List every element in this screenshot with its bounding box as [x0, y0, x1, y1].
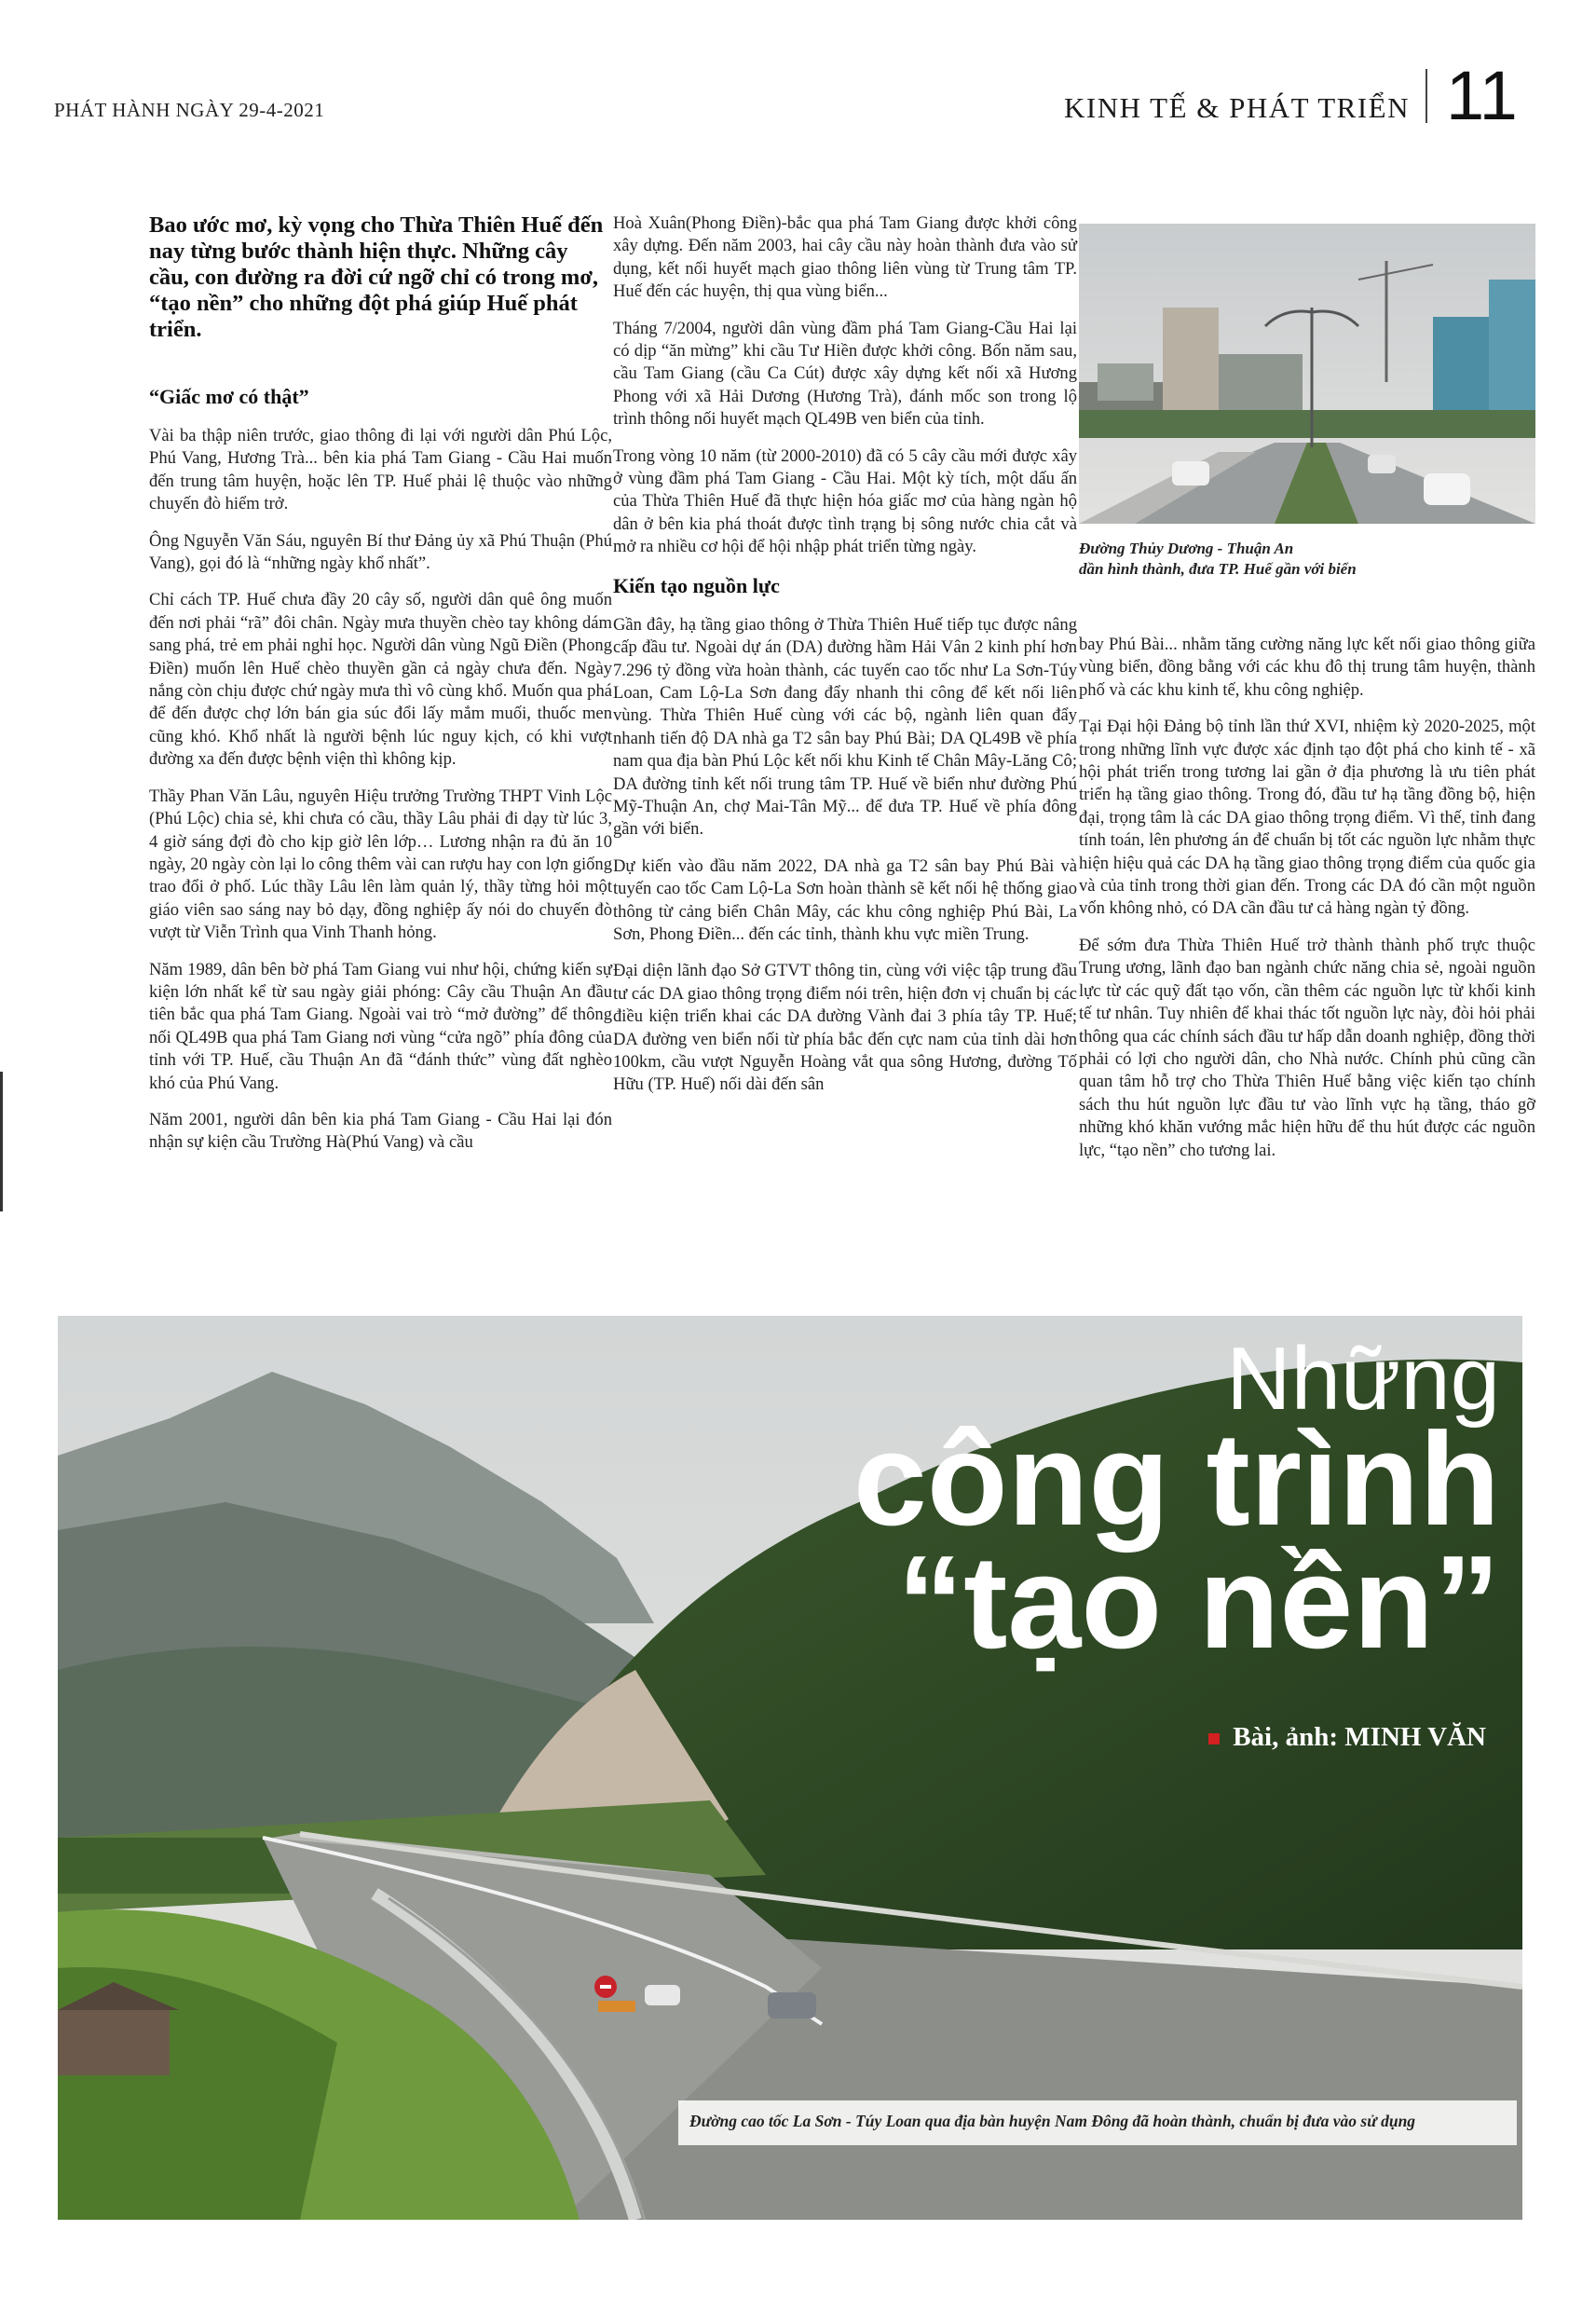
paragraph: bay Phú Bài... nhằm tăng cường năng lực kết nối giao thông giữa vùng biển, đồng bằng với các khu đô thị trung tâm huyện, thành phố và các khu kinh tế, khu công nghiệp.: [1079, 635, 1535, 700]
paragraph: Tháng 7/2004, người dân vùng đầm phá Tam Giang-Cầu Hai lại có dịp “ăn mừng” khi cầu Tư Hiền được khởi công. Bốn năm sau, cầu Tam Giang (cầu Ca Cút) được xây dựng kết nối xã Hương Phong với xã Hải Dương (Hương Trà), đánh mốc son trong lộ trình thông nối huyết mạch QL49B ven biển của tỉnh.: [613, 318, 1077, 430]
paragraph: Dự kiến vào đầu năm 2022, DA nhà ga T2 sân bay Phú Bài và tuyến cao tốc Cam Lộ-La Sơn hoàn thành sẽ kết nối hệ thống giao thông từ cảng biển Chân Mây, các khu công nghiệp Phú Bài, La Sơn, Phong Điền... đến các tỉnh, thành khu vực miền Trung.: [613, 855, 1077, 944]
paragraph: Năm 2001, người dân bên kia phá Tam Giang - Cầu Hai lại đón nhận sự kiện cầu Trường Hà(Phú Vang) và cầu: [149, 1109, 612, 1153]
paragraph: Tại Đại hội Đảng bộ tỉnh lần thứ XVI, nhiệm kỳ 2020-2025, một trong những lĩnh vực được xác định tạo đột phá cho kinh tế - xã hội phát triển trong tương lai gần ở địa phương là ưu tiên phát triển hạ tầng giao thông. Trong đó, đầu tư hạ tầng đồng bộ, hiện đại, trọng tâm là các DA giao thông trọng điểm. Vì thế, tỉnh đang tính toán, lên phương án để chuẩn bị tốt các nguồn lực nhằm thực hiện hiệu quả các DA hạ tầng giao thông trọng điểm của quốc gia và của tỉnh trong thời gian đến. Trong các DA đó cần một nguồn vốn không nhỏ, có DA cần đầu tư cả hàng ngàn tỷ đồng.: [1079, 717, 1535, 919]
article-lead: Bao ước mơ, kỳ vọng cho Thừa Thiên Huế đến nay từng bước thành hiện thực. Những cây cầu, con đường ra đời cứ ngỡ chỉ có trong mơ, “tạo nền” cho những đột phá giúp Huế phát triển.: [149, 212, 604, 342]
caption-line-1: Đường Thủy Dương - Thuận An: [1079, 540, 1294, 557]
paragraph: Thầy Phan Văn Lâu, nguyên Hiệu trưởng Trường THPT Vinh Lộc (Phú Lộc) chia sẻ, khi chưa có cầu, thầy Lâu phải đi dạy từ lúc 3, 4 giờ sáng đợi đò cho kịp giờ lên lớp… Lương nhận ra đủ ăn 10 ngày, 20 ngày còn lại lo công thêm vài can rượu hay con lợn giống trao đổi ở phố. Lúc thầy Lâu lên làm quản lý, thầy từng hỏi một giáo viên sao sáng nay bỏ dạy, đồng nghiệp ấy nói do chuyến đò vượt từ Viễn Trình qua Vinh Thanh hỏng.: [149, 786, 612, 943]
paragraph: Ông Nguyễn Văn Sáu, nguyên Bí thư Đảng ủy xã Phú Thuận (Phú Vang), gọi đó là “những ngày khổ nhất”.: [149, 530, 612, 574]
feature-title-line-3: “tạo nền”: [897, 1528, 1500, 1676]
paragraph: Để sớm đưa Thừa Thiên Huế trở thành thành phố trực thuộc Trung ương, lãnh đạo ban ngành chức năng chia sẻ, ngoài nguồn lực từ các quỹ đất tạo vốn, cần thêm các nguồn lực từ khối kinh tế tư nhân. Tuy nhiên để khai thác tốt nguồn lực này, đòi hỏi phải thông qua các chính sách đầu tư hấp dẫn doanh nghiệp, đồng thời phải có lợi cho người dân, cho Nhà nước. Chính phủ cũng cần quan tâm hỗ trợ cho Thừa Thiên Huế bằng việc kiến tạo chính sách thu hút nguồn lực đầu tư vào lĩnh vực hạ tầng, tháo gỡ những khó khăn vướng mắc hiện hữu để thu hút được các nguồn lực, “tạo nền” cho tương lai.: [1079, 935, 1535, 1160]
photo-caption-bar: [678, 2100, 1517, 2145]
paragraph: Trong vòng 10 năm (từ 2000-2010) đã có 5 cây cầu mới được xây ở vùng đầm phá Tam Giang - Cầu Hai. Một kỳ tích, một dấu ấn của Thừa Thiên Huế đã thực hiện hóa giấc mơ của hàng ngàn hộ dân ở bên kia phá thoát được tình trạng bị sông nước chia cắt và mở ra nhiều cơ hội để hội nhập phát triển từng ngày.: [613, 445, 1077, 557]
caption-line-2: dần hình thành, đưa TP. Huế gần với biển: [1079, 560, 1357, 578]
paragraph: Vài ba thập niên trước, giao thông đi lại với người dân Phú Lộc, Phú Vang, Hương Trà... bên kia phá Tam Giang - Cầu Hai muốn đến trung tâm huyện, hoặc lên TP. Huế phải lệ thuộc vào những chuyến đò hiểm trở.: [149, 426, 612, 514]
paragraph: Đại diện lãnh đạo Sở GTVT thông tin, cùng với việc tập trung đầu tư các DA giao thông trọng điểm nói trên, hiện đơn vị chuẩn bị các điều kiện triển khai các DA đường Vành đai 3 phía tây TP. Huế; DA đường ven biển nối từ phía bắc đến cực nam của tỉnh dài hơn 100km, cầu vượt Nguyễn Hoàng vắt qua sông Hương, đường Tố Hữu (TP. Huế) nối dài đến sân: [613, 961, 1077, 1095]
subhead-dream: “Giấc mơ có thật”: [149, 385, 309, 408]
byline: [1174, 1722, 1486, 1753]
section-title: KINH TẾ & PHÁT TRIỂN: [1064, 91, 1410, 124]
bullet-square-icon: [1208, 1733, 1220, 1744]
photo-caption-main: Đường cao tốc La Sơn - Túy Loan qua địa bàn huyện Nam Đông đã hoàn thành, chuẩn bị đưa vào sử dụng: [689, 2112, 1416, 2130]
feature-title: [745, 1405, 1500, 1676]
article-column-1: [149, 212, 612, 1169]
feature-title-line-2: công trình: [853, 1405, 1500, 1553]
photo-caption-top: [1079, 539, 1535, 580]
article-column-3: [1079, 634, 1535, 1176]
paragraph: Hoà Xuân(Phong Điền)-bắc qua phá Tam Giang được khởi công xây dựng. Đến năm 2003, hai cây cầu này hoàn thành đưa vào sử dụng, kết nối huyết mạch giao thông liên vùng từ Trung tâm TP. Huế đến các huyện, thị qua vùng biển...: [613, 213, 1077, 302]
feature-title-line-1: Những: [1226, 1329, 1500, 1429]
page-number: 11: [1446, 57, 1518, 134]
margin-rule: [0, 1072, 3, 1211]
subhead-resources: Kiến tạo nguồn lực: [613, 573, 780, 597]
road-photo-thuy-duong: [1079, 224, 1535, 524]
article-column-2: [613, 212, 1077, 1111]
issue-date: PHÁT HÀNH NGÀY 29-4-2021: [54, 99, 325, 121]
paragraph: Chỉ cách TP. Huế chưa đầy 20 cây số, người dân quê ông muốn đến nơi phải “rã” đôi chân. Ngày mưa thuyền chèo tay không dám sang phá, trẻ em phải nghỉ học. Người dân vùng Ngũ Điền (Phong Điền) muốn lên Huế chèo thuyền gần cả ngày chưa đến. Ngày nắng còn chịu được chứ ngày mưa thì vô cùng khổ. Muốn qua phá để đến được chợ lớn bán gia súc đổi lấy mắm muối, thuốc men cũng khó. Khổ nhất là người bệnh lúc nguy kịch, có khi vượt đường xa đến được bệnh viện thì không kịp.: [149, 590, 612, 770]
paragraph: Gần đây, hạ tầng giao thông ở Thừa Thiên Huế tiếp tục được nâng cấp đầu tư. Ngoài dự án (DA) đường hầm Hải Vân 2 kinh phí hơn 7.296 tỷ đồng vừa hoàn thành, các tuyến cao tốc như La Sơn-Túy Loan, Cam Lộ-La Sơn đang đẩy nhanh thi công để kết nối liên vùng. Thừa Thiên Huế cùng với các bộ, ngành liên quan đẩy nhanh tiến độ DA nhà ga T2 sân bay Phú Bài; DA QL49B về phía nam qua địa bàn Phú Lộc kết nối khu Kinh tế Chân Mây-Lăng Cô; DA đường tỉnh kết nối trung tâm TP. Huế về biển như đường Phú Mỹ-Thuận An, chợ Mai-Tân Mỹ... để đưa TP. Huế về phía đông gần với biển.: [613, 614, 1077, 840]
paragraph: Năm 1989, dân bên bờ phá Tam Giang vui như hội, chứng kiến sự kiện lớn nhất kể từ sau ngày giải phóng: Cây cầu Thuận An đầu tiên bắc qua phá Tam Giang. Ngoài vai trò “mở đường” để thông nối QL49B qua phá Tam Giang nơi vùng “cửa ngõ” phía đông của tỉnh với TP. Huế, cầu Thuận An đã “đánh thức” vùng đất nghèo khó của Phú Vang.: [149, 959, 612, 1093]
road-photo-illustration: [1079, 224, 1535, 524]
byline-text: Bài, ảnh: MINH VĂN: [1233, 1722, 1486, 1752]
header-divider: [1425, 69, 1427, 123]
